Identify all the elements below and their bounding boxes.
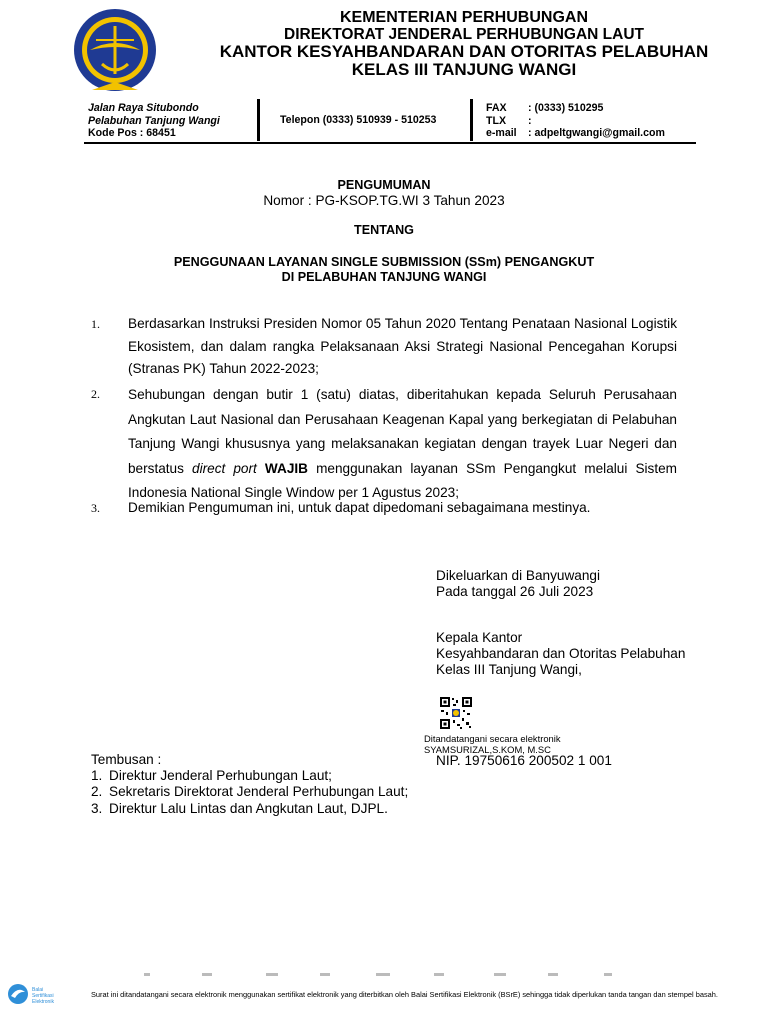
bsre-logo [6,982,66,1006]
qr-code-icon [439,696,473,730]
email-value: : adpeltgwangi@gmail.com [528,127,665,140]
electronic-signature-note [424,733,561,755]
list-item [91,497,677,519]
cc-recipient: Direktur Lalu Lintas dan Angkutan Laut, DJPL. [109,800,388,816]
issued-date: Pada tanggal 26 Juli 2023 [436,584,594,599]
cc-label: Tembusan : [91,752,162,767]
issued-place: Dikeluarkan di Banyuwangi [436,568,600,583]
email-label: e-mail [486,127,517,140]
header-rule [84,142,696,144]
cc-list [91,752,408,817]
list-item-text: Demikian Pengumuman ini, untuk dapat dipedomani sebagaimana mestinya. [128,500,591,515]
position-line-3: Kelas III Tanjung Wangi, [436,662,582,677]
position-line-1: Kepala Kantor [436,630,523,645]
fax-value: : (0333) 510295 [528,102,604,114]
svg-text:Sertifikasi: Sertifikasi [32,993,54,999]
signatory-name: SYAMSURIZAL,S.KOM, M.SC [424,744,551,755]
text-segment: Sehubungan dengan butir 1 (satu) diatas, diberitahukan kepada Seluruh Perusahaan Angkutan Laut Nasional dan Perusahaan Keagenan Kapal yang berkegiatan di Pelabuhan Tanjung Wangi khususnya yang melaksanakan kegiatan dengan trayek Luar Negeri dan berstatus [128,387,677,476]
direct-port-term: direct port [192,460,257,476]
list-item-number: 1. [91,317,100,331]
fax-label: FAX [486,102,507,114]
cc-recipient: Direktur Jenderal Perhubungan Laut; [109,768,332,784]
header-divider [470,99,473,141]
address-street: Jalan Raya Situbondo [88,102,199,114]
address-block [88,102,220,140]
document-subject-line-1: PENGGUNAAN LAYANAN SINGLE SUBMISSION (SSm) PENGANGKUT [173,255,595,269]
document-about-label: TENTANG [354,223,414,237]
list-item-number: 2. [91,387,100,401]
footer-faint-text [144,970,624,978]
office-class: KELAS III TANJUNG WANGI [351,59,577,79]
signatory-nip: NIP. 19750616 200502 1 001 [436,753,612,768]
signatory-position [436,630,685,678]
wajib-emphasis: WAJIB [264,460,308,476]
fax-block [486,102,665,140]
svg-text:Balai: Balai [32,987,44,993]
list-item [91,383,677,506]
document-subject-line-2: DI PELABUHAN TANJUNG WANGI [281,270,487,284]
telephone: Telepon (0333) 510939 - 510253 [280,114,437,126]
list-item-text: Berdasarkan Instruksi Presiden Nomor 05 Tahun 2020 Tentang Penataan Nasional Logistik Ekosistem, dan dalam rangka Pelaksanaan Aksi Strategi Nasional Pencegahan Korupsi (Stranas PK) Tahun 2022-2023; [128,316,677,376]
list-item [91,768,408,784]
cc-number: 1. [91,768,103,784]
issuance-block [436,568,600,600]
document-title: PENGUMUMAN [337,178,431,192]
cc-recipient: Sekretaris Direktorat Jenderal Perhubungan Laut; [109,784,409,800]
tlx-label: TLX [486,114,507,127]
address-postcode: Kode Pos : 68451 [88,127,176,140]
esign-caption: Ditandatangani secara elektronik [424,733,561,744]
ministry-logo [72,6,158,94]
ministry-name: KEMENTERIAN PERHUBUNGAN [339,9,588,26]
list-item-number: 3. [91,501,100,515]
document-number: Nomor : PG-KSOP.TG.WI 3 Tahun 2023 [263,193,505,208]
list-item [91,784,408,800]
list-item [91,801,408,817]
text-segment: menggunakan layanan SSm Pengangkut melalui Sistem Indonesia National Single Window per 1 Agustus 2023; [128,460,678,500]
header-divider [257,99,260,141]
cc-number: 3. [91,800,103,816]
office-name: KANTOR KESYAHBANDARAN DAN OTORITAS PELABUHAN [219,42,709,62]
footer-esign-disclaimer: Surat ini ditandatangani secara elektronik menggunakan sertifikat elektronik yang diterbitkan oleh Balai Sertifikasi Elektronik (BSrE) sehingga tidak diperlukan tanda tangan dan stempel basah. [91,990,718,999]
position-line-2: Kesyahbandaran dan Otoritas Pelabuhan [436,646,686,661]
list-item-text [128,383,677,506]
address-port: Pelabuhan Tanjung Wangi [88,114,220,127]
letterhead [160,10,768,79]
tlx-value: : [528,114,532,127]
list-item [91,313,677,381]
svg-text:Elektronik: Elektronik [32,999,54,1005]
cc-number: 2. [91,784,103,800]
directorate-name: DIREKTORAT JENDERAL PERHUBUNGAN LAUT [284,25,644,43]
